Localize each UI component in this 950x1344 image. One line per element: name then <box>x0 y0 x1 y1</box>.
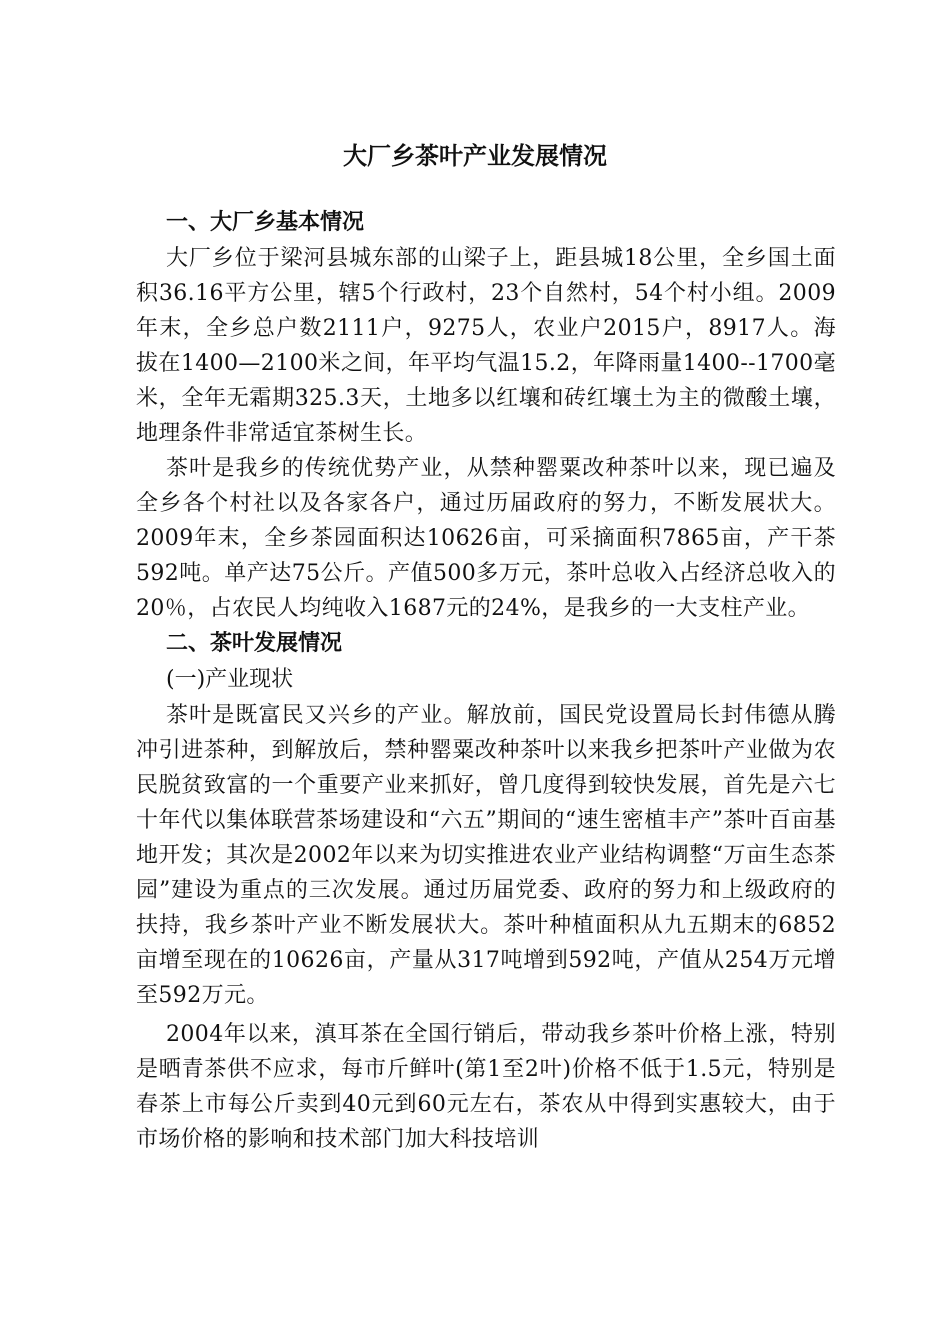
section-heading-tea-development: 二、茶叶发展情况 <box>166 631 343 656</box>
paragraph-tea-industry: 茶叶是我乡的传统优势产业，从禁种罂粟改种茶叶以来，现已遍及全乡各个村社以及各家各户，通过历届政府的努力，不断发展状大。2009年末，全乡茶园面积达10626亩，可采摘面积7865亩，产干茶592吨。单产达75公斤。产值500多万元，茶叶总收入占经济总收入的20％，占农民人均纯收入1687元的24%，是我乡的一大支柱产业。 <box>136 456 836 621</box>
document-body <box>136 205 836 1157</box>
paragraph-industry-history: 茶叶是既富民又兴乡的产业。解放前，国民党设置局长封伟德从腾冲引进茶种，到解放后，禁种罂粟改种茶叶以来我乡把茶叶产业做为农民脱贫致富的一个重要产业来抓好，曾几度得到较快发展，首先是六七十年代以集体联营茶场建设和“六五”期间的“速生密植丰产”茶叶百亩基地开发；其次是2002年以来为切实推进农业产业结构调整“万亩生态茶园”建设为重点的三次发展。通过历届党委、政府的努力和上级政府的扶持，我乡茶叶产业不断发展状大。茶叶种植面积从九五期末的6852亩增至现在的10626亩，产量从317吨增到592吨，产值从254万元增至592万元。 <box>136 703 836 1008</box>
section-heading-basic-info: 一、大厂乡基本情况 <box>166 210 365 235</box>
subheading-industry-status: (一)产业现状 <box>166 667 294 692</box>
document-title: 大厂乡茶叶产业发展情况 <box>343 142 607 170</box>
paragraph-basic-info: 大厂乡位于梁河县城东部的山梁子上，距县城18公里，全乡国土面积36.16平方公里，辖5个行政村，23个自然村，54个村小组。2009年末，全乡总户数2111户，9275人，农业户2015户，8917人。海拔在1400—2100米之间，年平均气温15.2，年降雨量1400--1700毫米，全年无霜期325.3天，土地多以红壤和砖红壤土为主的微酸土壤，地理条件非常适宜茶树生长。 <box>136 246 836 446</box>
paragraph-market-2004: 2004年以来，滇耳茶在全国行销后，带动我乡茶叶价格上涨，特别是晒青茶供不应求，每市斤鲜叶(第1至2叶)价格不低于1.5元，特别是春茶上市每公斤卖到40元到60元左右，茶农从中得到实惠较大，由于市场价格的影响和技术部门加大科技培训 <box>136 1022 836 1152</box>
